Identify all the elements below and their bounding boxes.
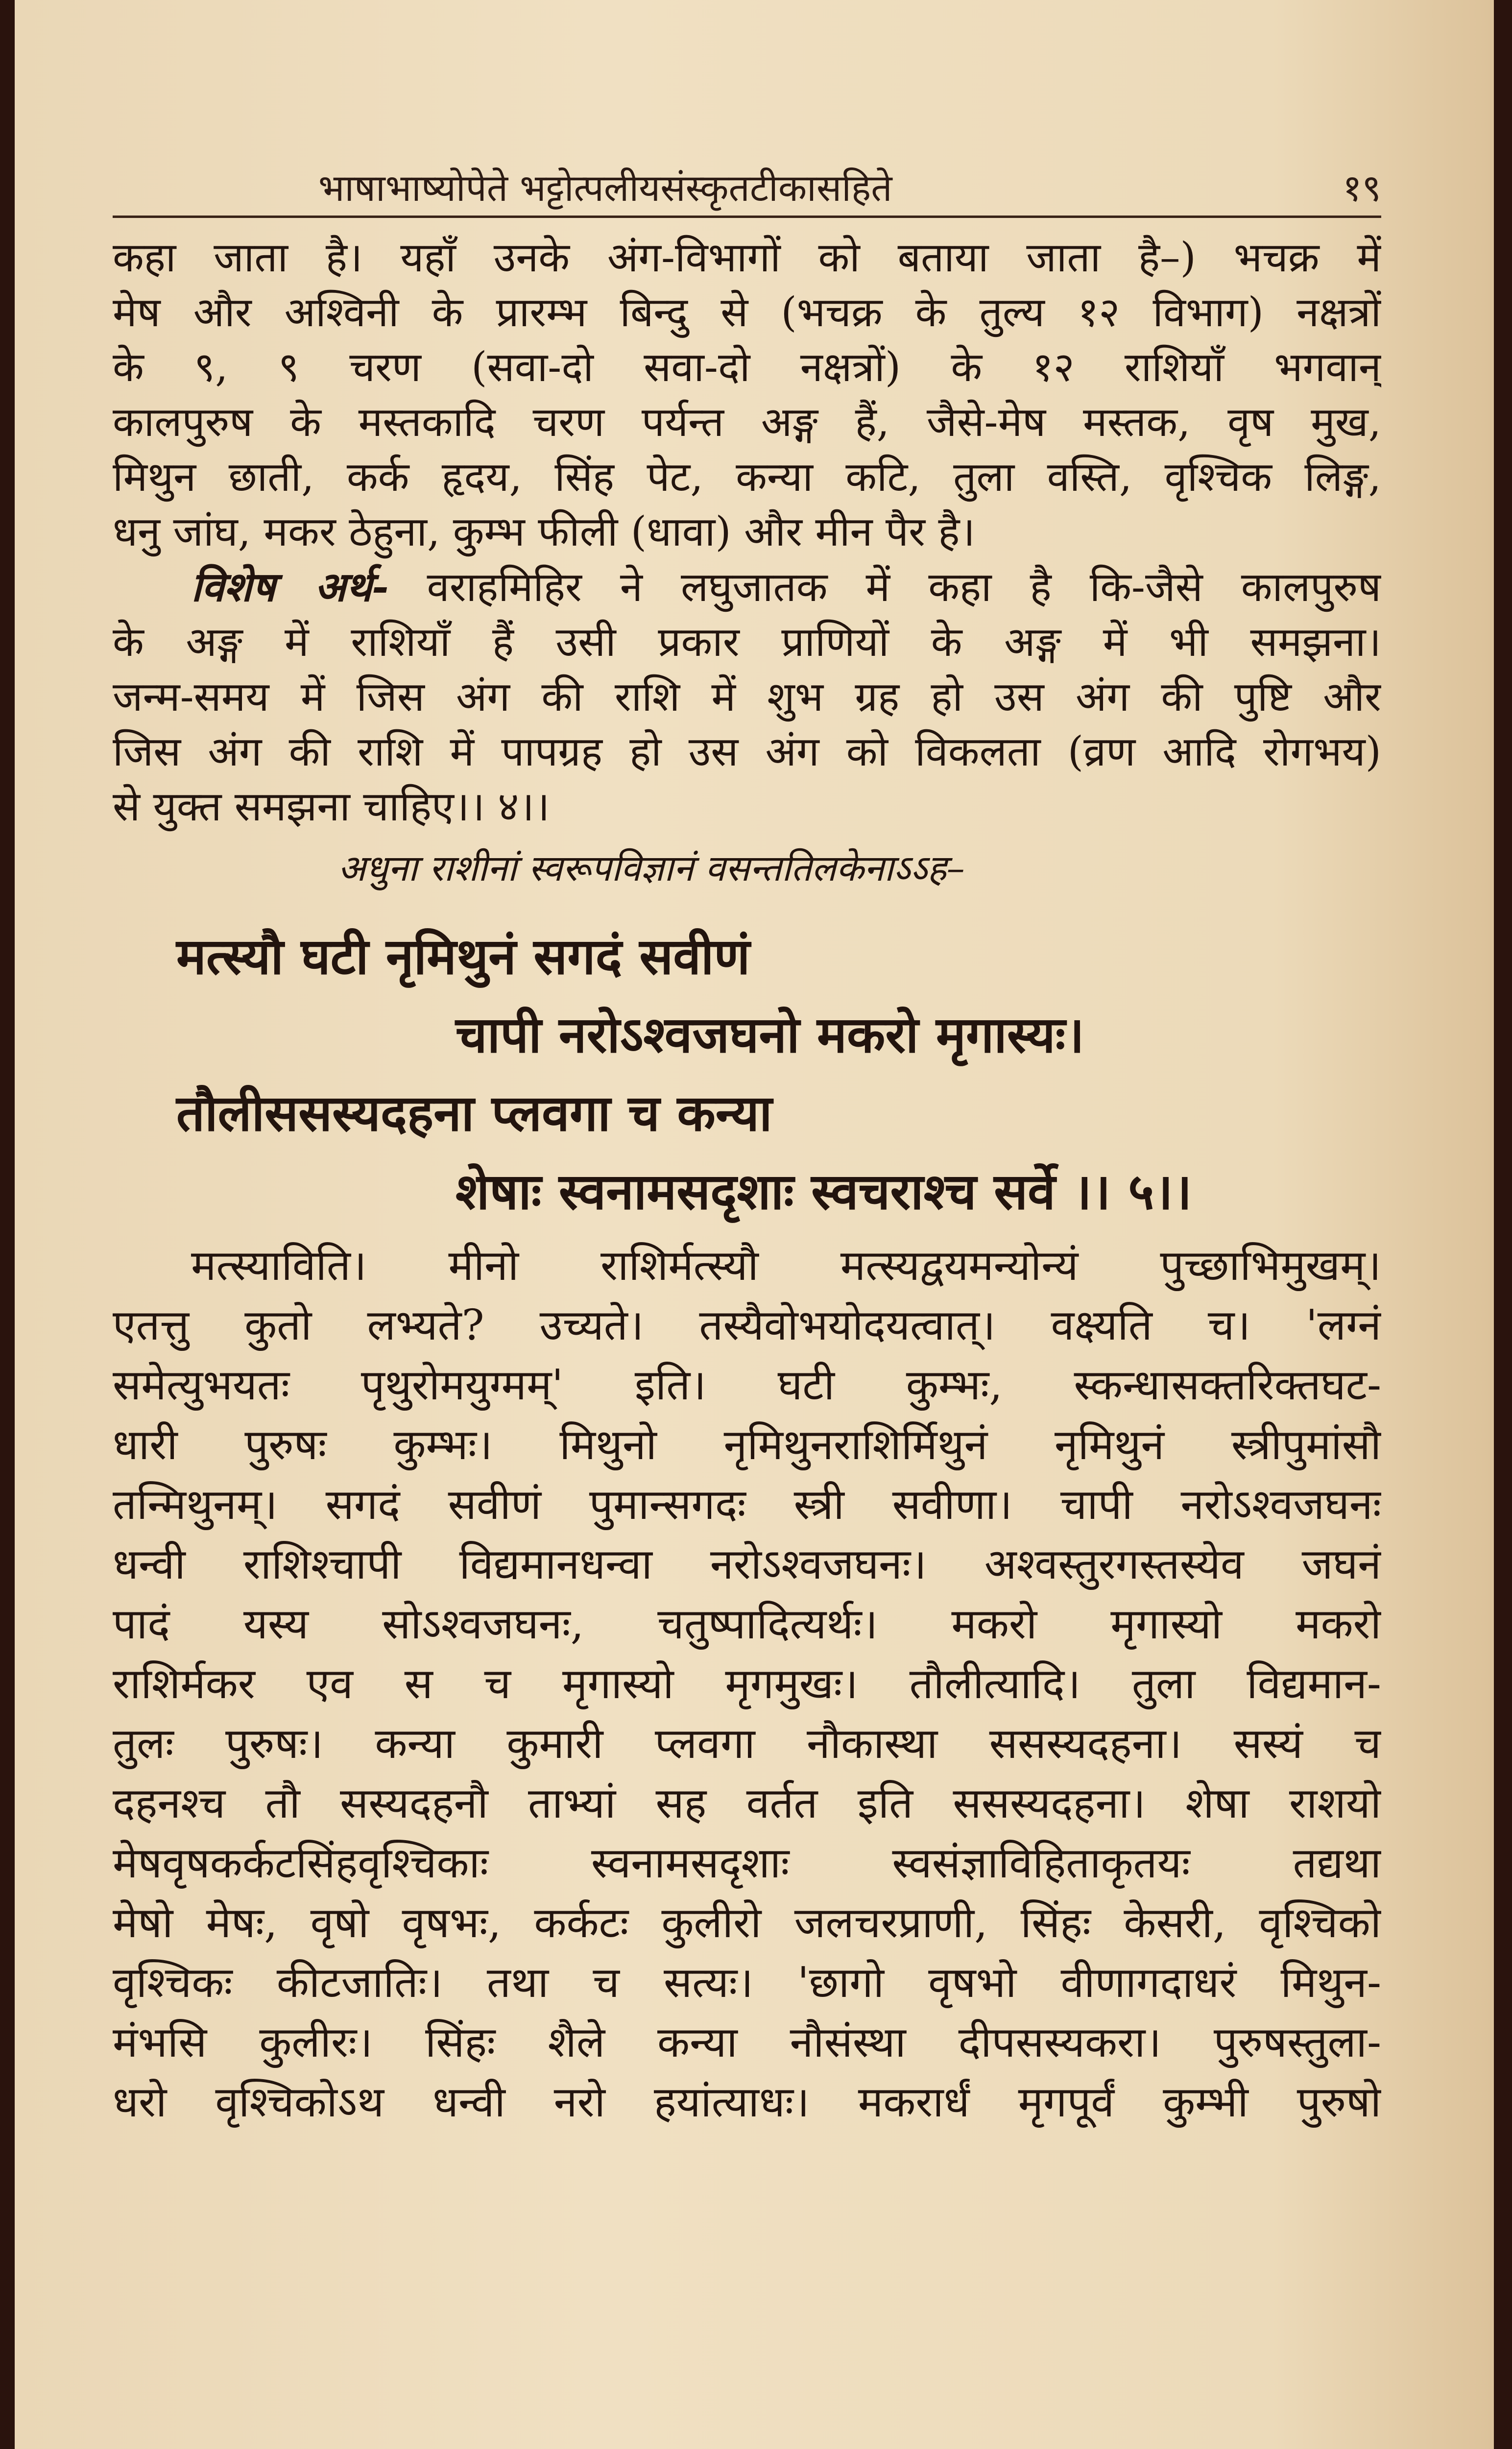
- text-line: मेष और अश्विनी के प्रारम्भ बिन्दु से (भचक्र के तुल्य १२ विभाग) नक्षत्रों: [113, 288, 1381, 336]
- text-line: मंभसि कुलीरः। सिंहः शैले कन्या नौसंस्था दीपसस्यकरा। पुरुषस्तुला-: [113, 2018, 1381, 2067]
- special-meaning-label: विशेष अर्थ-: [191, 563, 389, 611]
- verse-line: मत्स्यौ घटी नृमिथुनं सगदं सवीणं: [176, 927, 750, 986]
- text-line: के ९, ९ चरण (सवा-दो सवा-दो नक्षत्रों) के १२ राशियाँ भगवान्: [113, 343, 1381, 391]
- page-number: १९: [1342, 166, 1381, 210]
- verse-line: शेषाः स्वनामसदृशाः स्वचराश्च सर्वे ।। ५।।: [456, 1162, 1192, 1221]
- book-page: [15, 0, 1494, 2449]
- text-line: समेत्युभयतः पृथुरोमयुग्मम्' इति। घटी कुम्भः, स्कन्धासक्तरिक्तघट-: [113, 1361, 1381, 1410]
- text-line: से युक्त समझना चाहिए।। ४।।: [113, 783, 550, 830]
- hindi-paragraph: [113, 230, 1381, 559]
- text-line: दहनश्च तौ सस्यदहनौ ताभ्यां सह वर्तत इति ससस्यदहना। शेषा राशयो: [113, 1779, 1381, 1828]
- text-line: [113, 559, 1381, 615]
- page-header: [113, 162, 1381, 218]
- text-line: मिथुन छाती, कर्क हृदय, सिंह पेट, कन्या कटि, तुला वस्ति, वृश्चिक लिङ्ग,: [113, 453, 1381, 501]
- text-line: कालपुरुष के मस्तकादि चरण पर्यन्त अङ्ग हैं, जैसे-मेष मस्तक, वृष मुख,: [113, 398, 1381, 446]
- text-line: मत्स्याविति। मीनो राशिर्मत्स्यौ मत्स्यद्वयमन्योन्यं पुच्छाभिमुखम्।: [191, 1241, 1381, 1290]
- running-title: भाषाभाष्योपेते भट्टोत्पलीयसंस्कृतटीकासहिते: [318, 166, 892, 210]
- text-line: तुलः पुरुषः। कन्या कुमारी प्लवगा नौकास्था ससस्यदहना। सस्यं च: [113, 1719, 1381, 1768]
- text-line: राशिर्मकर एव स च मृगास्यो मृगमुखः। तौलीत्यादि। तुला विद्यमान-: [113, 1659, 1381, 1708]
- special-meaning-paragraph: [113, 559, 1381, 834]
- text-line: जिस अंग की राशि में पापग्रह हो उस अंग को विकलता (व्रण आदि रोगभय): [113, 728, 1381, 775]
- text-line: धनु जांघ, मकर ठेहुना, कुम्भ फीली (धावा) और मीन पैर है।: [113, 508, 975, 555]
- text-line: तन्मिथुनम्। सगदं सवीणं पुमान्सगदः स्त्री सवीणा। चापी नरोऽश्वजघनः: [113, 1480, 1381, 1529]
- text-line: वृश्चिकः कीटजातिः। तथा च सत्यः। 'छागो वृषभो वीणागदाधरं मिथुन-: [113, 1958, 1381, 2007]
- text-line: धरो वृश्चिकोऽथ धन्वी नरो हयांत्याधः। मकरार्धं मृगपूर्वं कुम्भी पुरुषो: [113, 2078, 1381, 2127]
- text-line: धारी पुरुषः कुम्भः। मिथुनो नृमिथुनराशिर्मिथुनं नृमिथुनं स्त्रीपुमांसौ: [113, 1420, 1381, 1469]
- verse-line: तौलीससस्यदहना प्लवगा च कन्या: [176, 1084, 772, 1143]
- page-body: [113, 230, 1381, 2132]
- text-line: जन्म-समय में जिस अंग की राशि में शुभ ग्रह हो उस अंग की पुष्टि और: [113, 673, 1381, 720]
- text-line: के अङ्ग में राशियाँ हैं उसी प्रकार प्राणियों के अङ्ग में भी समझना।: [113, 618, 1381, 666]
- text-line: मेषो मेषः, वृषो वृषभः, कर्कटः कुलीरो जलचरप्राणी, सिंहः केसरी, वृश्चिको: [113, 1898, 1381, 1947]
- text-line: धन्वी राशिश्चापी विद्यमानधन्वा नरोऽश्वजघनः। अश्वस्तुरगस्तस्येव जघनं: [113, 1540, 1381, 1589]
- verse-line: चापी नरोऽश्वजघनो मकरो मृगास्यः।: [456, 1006, 1084, 1064]
- text-line: मेषवृषकर्कटसिंहवृश्चिकाः स्वनामसदृशाः स्वसंज्ञाविहिताकृतयः तद्यथा: [113, 1839, 1381, 1888]
- verse-introduction: अधुना राशीनां स्वरूपविज्ञानं वसन्ततिलकेनाऽऽह–: [338, 847, 965, 889]
- text-line: एतत्तु कुतो लभ्यते? उच्यते। तस्यैवोभयोदयत्वात्। वक्ष्यति च। 'लग्नं: [113, 1301, 1381, 1350]
- sanskrit-commentary: [113, 1236, 1381, 2132]
- text-line: पादं यस्य सोऽश्वजघनः, चतुष्पादित्यर्थः। मकरो मृगास्यो मकरो: [113, 1600, 1381, 1649]
- special-meaning-text: वराहमिहिर ने लघुजातक में कहा है कि-जैसे कालपुरुष: [388, 563, 1381, 611]
- text-line: कहा जाता है। यहाँ उनके अंग-विभागों को बताया जाता है–) भचक्र में: [113, 234, 1381, 281]
- sanskrit-verse: [113, 917, 1381, 1231]
